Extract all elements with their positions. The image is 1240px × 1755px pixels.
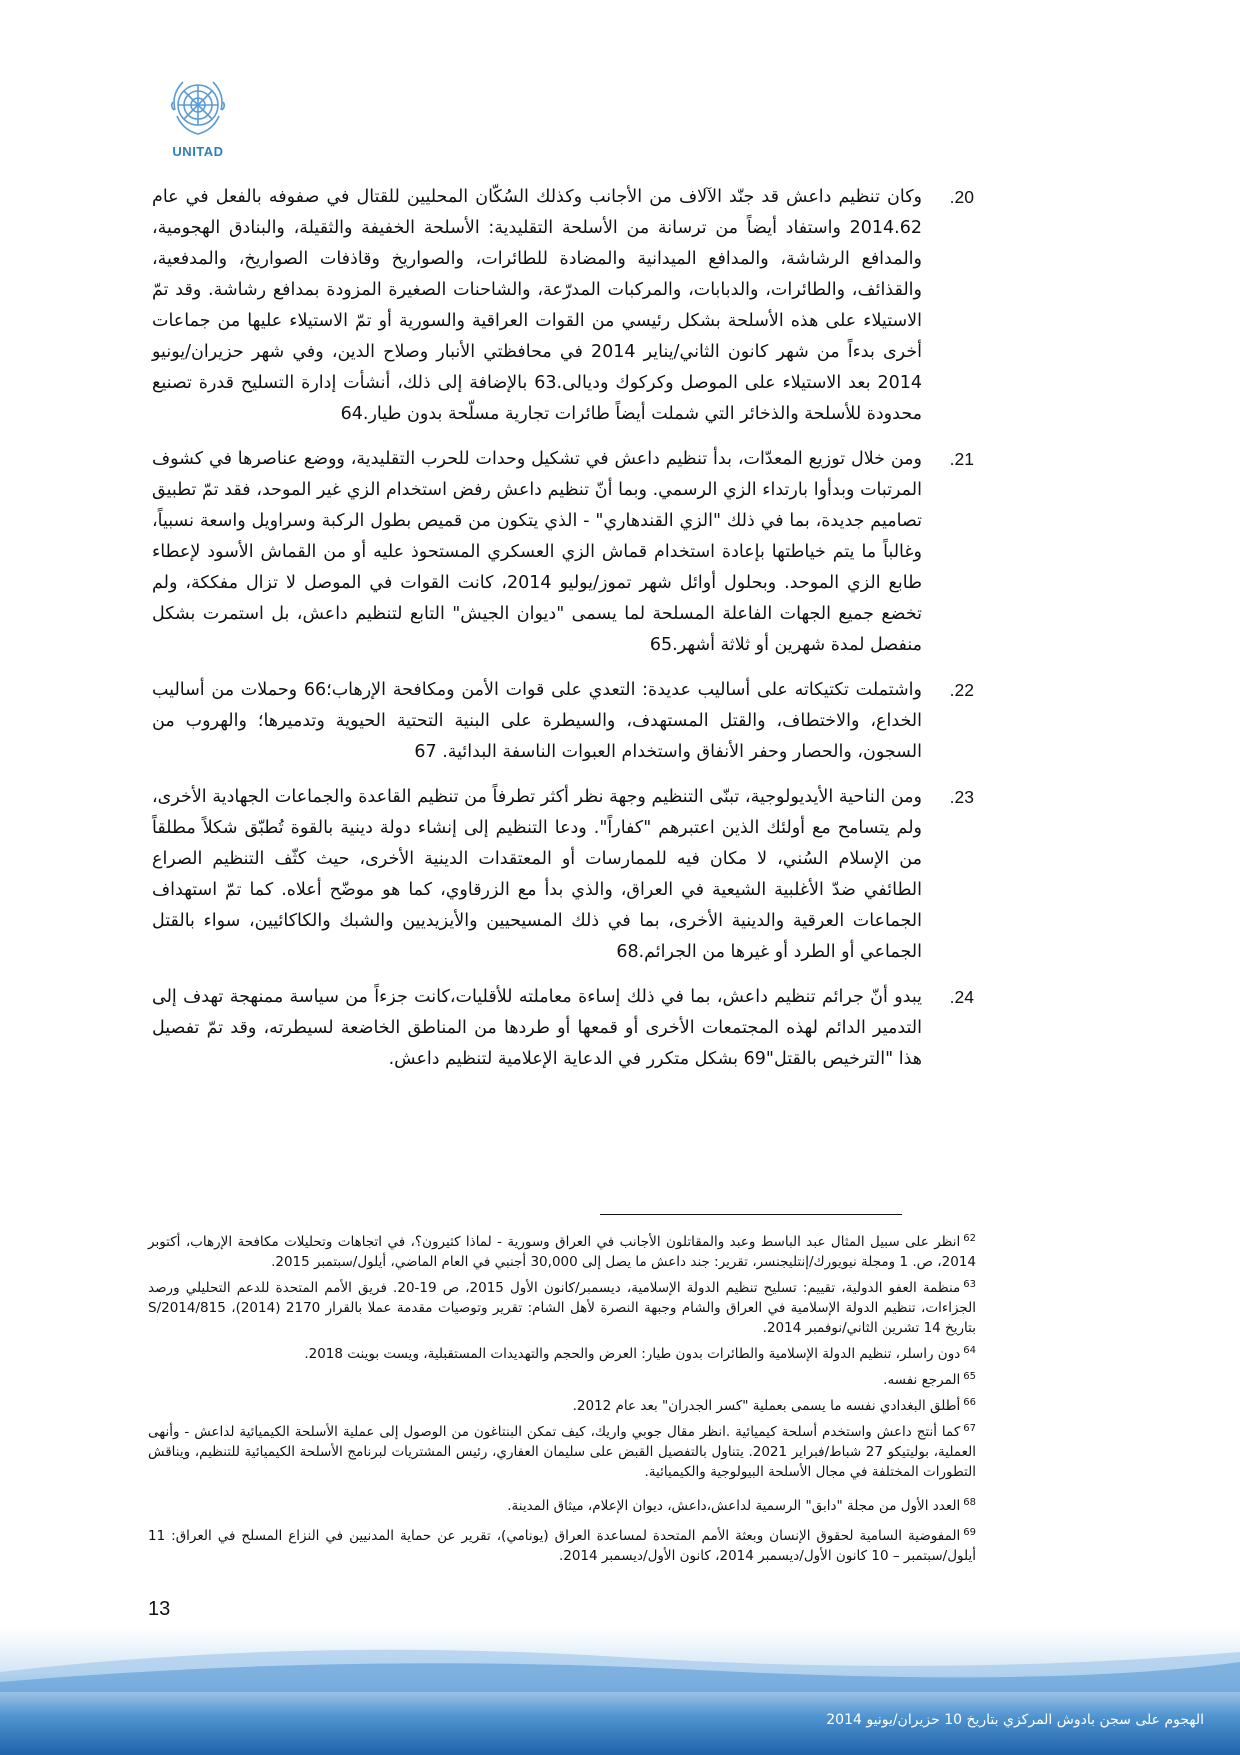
footnote-62 xyxy=(148,1232,976,1272)
footnote-number: 66 xyxy=(963,1396,976,1408)
paragraph-number: .21 xyxy=(949,449,974,469)
footnote-text: انظر على سبيل المثال عبد الباسط وعبد والمقاتلون الأجانب في العراق وسورية - لماذا كثيرون؟، في اتجاهات وتحليلات مكافحة الإرهاب، أكتوبر 2014، ص. 1 ومجلة نيويورك/إنتليجنسر، تقرير: جند داعش ما يصل إلى 30,000 أجنبي في العام الماضي، أيلول/سبتمبر 2015. xyxy=(148,1234,976,1270)
footnote-63 xyxy=(148,1278,976,1338)
paragraph-22 xyxy=(152,675,974,768)
footnote-text: أطلق البغدادي نفسه ما يسمى بعملية "كسر الجدران" بعد عام 2012. xyxy=(572,1398,961,1414)
footer-wave-decoration xyxy=(0,1632,1240,1692)
footnote-number: 64 xyxy=(963,1344,976,1356)
footnote-64 xyxy=(148,1344,976,1364)
paragraph-text: وكان تنظيم داعش قد جنّد الآلاف من الأجانب وكذلك السُكّان المحليين للقتال في صفوفه بالفعل في عام 2014.62 واستفاد أيضاً من ترسانة من الأسلحة التقليدية: الأسلحة الخفيفة والثقيلة، والبنادق الهجومية، والمدافع الرشاشة، والمدافع الميدانية والمضادة للطائرات، والصواريخ وقاذفات الصواريخ، والمدفعية، والقذائف، والطائرات، والدبابات، والمركبات المدرّعة، والشاحنات الصغيرة المزودة بمدافع رشاشة. وقد تمّ الاستيلاء على هذه الأسلحة بشكل رئيسي من القوات العراقية والسورية أو تمّ الاستيلاء عليها من جماعات أخرى بدءاً من شهر كانون الثاني/يناير 2014 في محافظتي الأنبار وصلاح الدين، وفي شهر حزيران/يونيو 2014 بعد الاستيلاء على الموصل وكركوك وديالى.63 بالإضافة إلى ذلك، أنشأت إدارة التسليح قدرة تصنيع محدودة للأسلحة والذخائر التي شملت أيضاً طائرات تجارية مسلّحة بدون طيار.64 xyxy=(152,187,923,424)
footnotes xyxy=(148,1232,976,1572)
page-number: 13 xyxy=(148,1598,171,1620)
footnote-number: 63 xyxy=(963,1278,977,1290)
footnote-separator xyxy=(600,1214,902,1215)
document-body xyxy=(152,182,974,1089)
footnote-text: المفوضية السامية لحقوق الإنسان وبعثة الأمم المتحدة لمساعدة العراق (يونامي)، تقرير عن حماية المدنيين في النزاع المسلح في العراق: 11 أيلول/سبتمبر – 10 كانون الأول/ديسمبر 2014، كانون الأول/ديسمبر 2014. xyxy=(148,1528,976,1564)
paragraph-text: واشتملت تكتيكاته على أساليب عديدة: التعدي على قوات الأمن ومكافحة الإرهاب؛66 وحملات من أساليب الخداع، والاختطاف، والقتل المستهدف، والسيطرة على البنية التحتية الحيوية وتدميرها؛ والهروب من السجون، والحصار وحفر الأنفاق واستخدام العبوات الناسفة البدائية. 67 xyxy=(152,680,922,762)
footer-title: الهجوم على سجن بادوش المركزي بتاريخ 10 حزيران/يونيو 2014 xyxy=(826,1712,1204,1728)
footnote-text: كما أنتج داعش واستخدم أسلحة كيميائية .انظر مقال جوبي واريك، كيف تمكن البنتاغون من الوصول إلى عملية الأسلحة الكيميائية لداعش - وأنهى العملية، بوليتيكو 27 شباط/فبراير 2021. يتناول بالتفصيل القبض على سليمان العفاري، رئيس المشتريات لبرنامج الأسلحة الكيميائية للتنظيم، ويناقش التطورات المختلفة في مجال الأسلحة البيولوجية والكيميائية. xyxy=(148,1424,976,1480)
footnote-number: 65 xyxy=(963,1370,976,1382)
un-emblem-icon xyxy=(163,72,233,142)
paragraph-text: يبدو أنّ جرائم تنظيم داعش، بما في ذلك إساءة معاملته للأقليات،كانت جزءاً من سياسة ممنهجة تهدف إلى التدمير الدائم لهذه المجتمعات الأخرى أو قمعها أو طردها من المناطق الخاضعة لسيطرته، وقد تمّ تفصيل هذا "الترخيص بالقتل"69 بشكل متكرر في الدعاية الإعلامية لتنظيم داعش. xyxy=(152,987,922,1069)
paragraph-20 xyxy=(152,182,974,430)
footnote-65 xyxy=(148,1370,976,1390)
logo-label: UNITAD xyxy=(172,144,224,159)
footnote-text: منظمة العفو الدولية، تقييم: تسليح تنظيم الدولة الإسلامية، ديسمبر/كانون الأول 2015، ص 19-20. فريق الأمم المتحدة للدعم التحليلي ورصد الجزاءات، تنظيم الدولة الإسلامية في العراق والشام وجبهة النصرة لأهل الشام: تقرير وتوصيات مقدمة عملا بالقرار 2170 (2014)، S/2014/815 بتاريخ 14 تشرين الثاني/نوفمبر 2014. xyxy=(148,1280,977,1336)
footnote-69 xyxy=(148,1526,976,1566)
paragraph-23 xyxy=(152,782,974,968)
paragraph-24 xyxy=(152,982,974,1075)
paragraph-number: .22 xyxy=(949,680,974,700)
paragraph-number: .24 xyxy=(949,987,974,1007)
footnote-68 xyxy=(148,1496,976,1516)
footnote-text: دون راسلر، تنظيم الدولة الإسلامية والطائرات بدون طيار: العرض والحجم والتهديدات المستقبلية، ويست بوينت 2018. xyxy=(304,1346,961,1362)
footnote-number: 68 xyxy=(963,1496,976,1508)
paragraph-text: ومن الناحية الأيديولوجية، تبنّى التنظيم وجهة نظر أكثر تطرفاً من تنظيم القاعدة والجماعات الجهادية الأخرى، ولم يتسامح مع أولئك الذين اعتبرهم "كفاراً". ودعا التنظيم إلى إنشاء دولة دينية بالقوة تُطبّق شكلاً مطلقاً من الإسلام السُني، لا مكان فيه للممارسات أو المعتقدات الدينية الأخرى، حيث كثّف التنظيم الصراع الطائفي ضدّ الأغلبية الشيعية في العراق، والذي بدأ مع الزرقاوي، كما هو موضّح أعلاه. كما تمّ استهداف الجماعات العرقية والدينية الأخرى، بما في ذلك المسيحيين والأيزيديين والشبك والكاكائيين، سواء بالقتل الجماعي أو الطرد أو غيرها من الجرائم.68 xyxy=(152,787,922,962)
paragraph-21 xyxy=(152,444,974,661)
footnote-number: 62 xyxy=(963,1232,976,1244)
paragraph-number: .23 xyxy=(949,787,974,807)
footnote-text: العدد الأول من مجلة "دابق" الرسمية لداعش،داعش، ديوان الإعلام، ميثاق المدينة. xyxy=(507,1498,961,1514)
paragraph-number: .20 xyxy=(949,187,974,207)
paragraph-text: ومن خلال توزيع المعدّات، بدأ تنظيم داعش في تشكيل وحدات للحرب التقليدية، ووضع عناصرها في كشوف المرتبات وبدأوا بارتداء الزي الرسمي. وبما أنّ تنظيم داعش رفض استخدام الزي غير الموحد، فقد تمّ تطبيق تصاميم جديدة، بما في ذلك "الزي القندهاري" - الذي يتكون من قميص بطول الركبة وسراويل واسعة نسبياً، وغالباً ما يتم خياطتها بإعادة استخدام قماش الزي العسكري المستحوذ عليه أو من القماش الأسود لإعطاء طابع الزي الموحد. وبحلول أوائل شهر تموز/يوليو 2014، كانت القوات في الموصل لا تزال مفككة، ولم تخضع جميع الجهات الفاعلة المسلحة لما يسمى "ديوان الجيش" التابع لتنظيم داعش، بل استمرت بشكل منفصل لمدة شهرين أو ثلاثة أشهر.65 xyxy=(152,449,923,655)
footnote-number: 69 xyxy=(963,1526,976,1538)
footnote-67 xyxy=(148,1422,976,1482)
footnote-number: 67 xyxy=(963,1422,976,1434)
footnote-66 xyxy=(148,1396,976,1416)
footnote-text: المرجع نفسه. xyxy=(883,1372,961,1388)
